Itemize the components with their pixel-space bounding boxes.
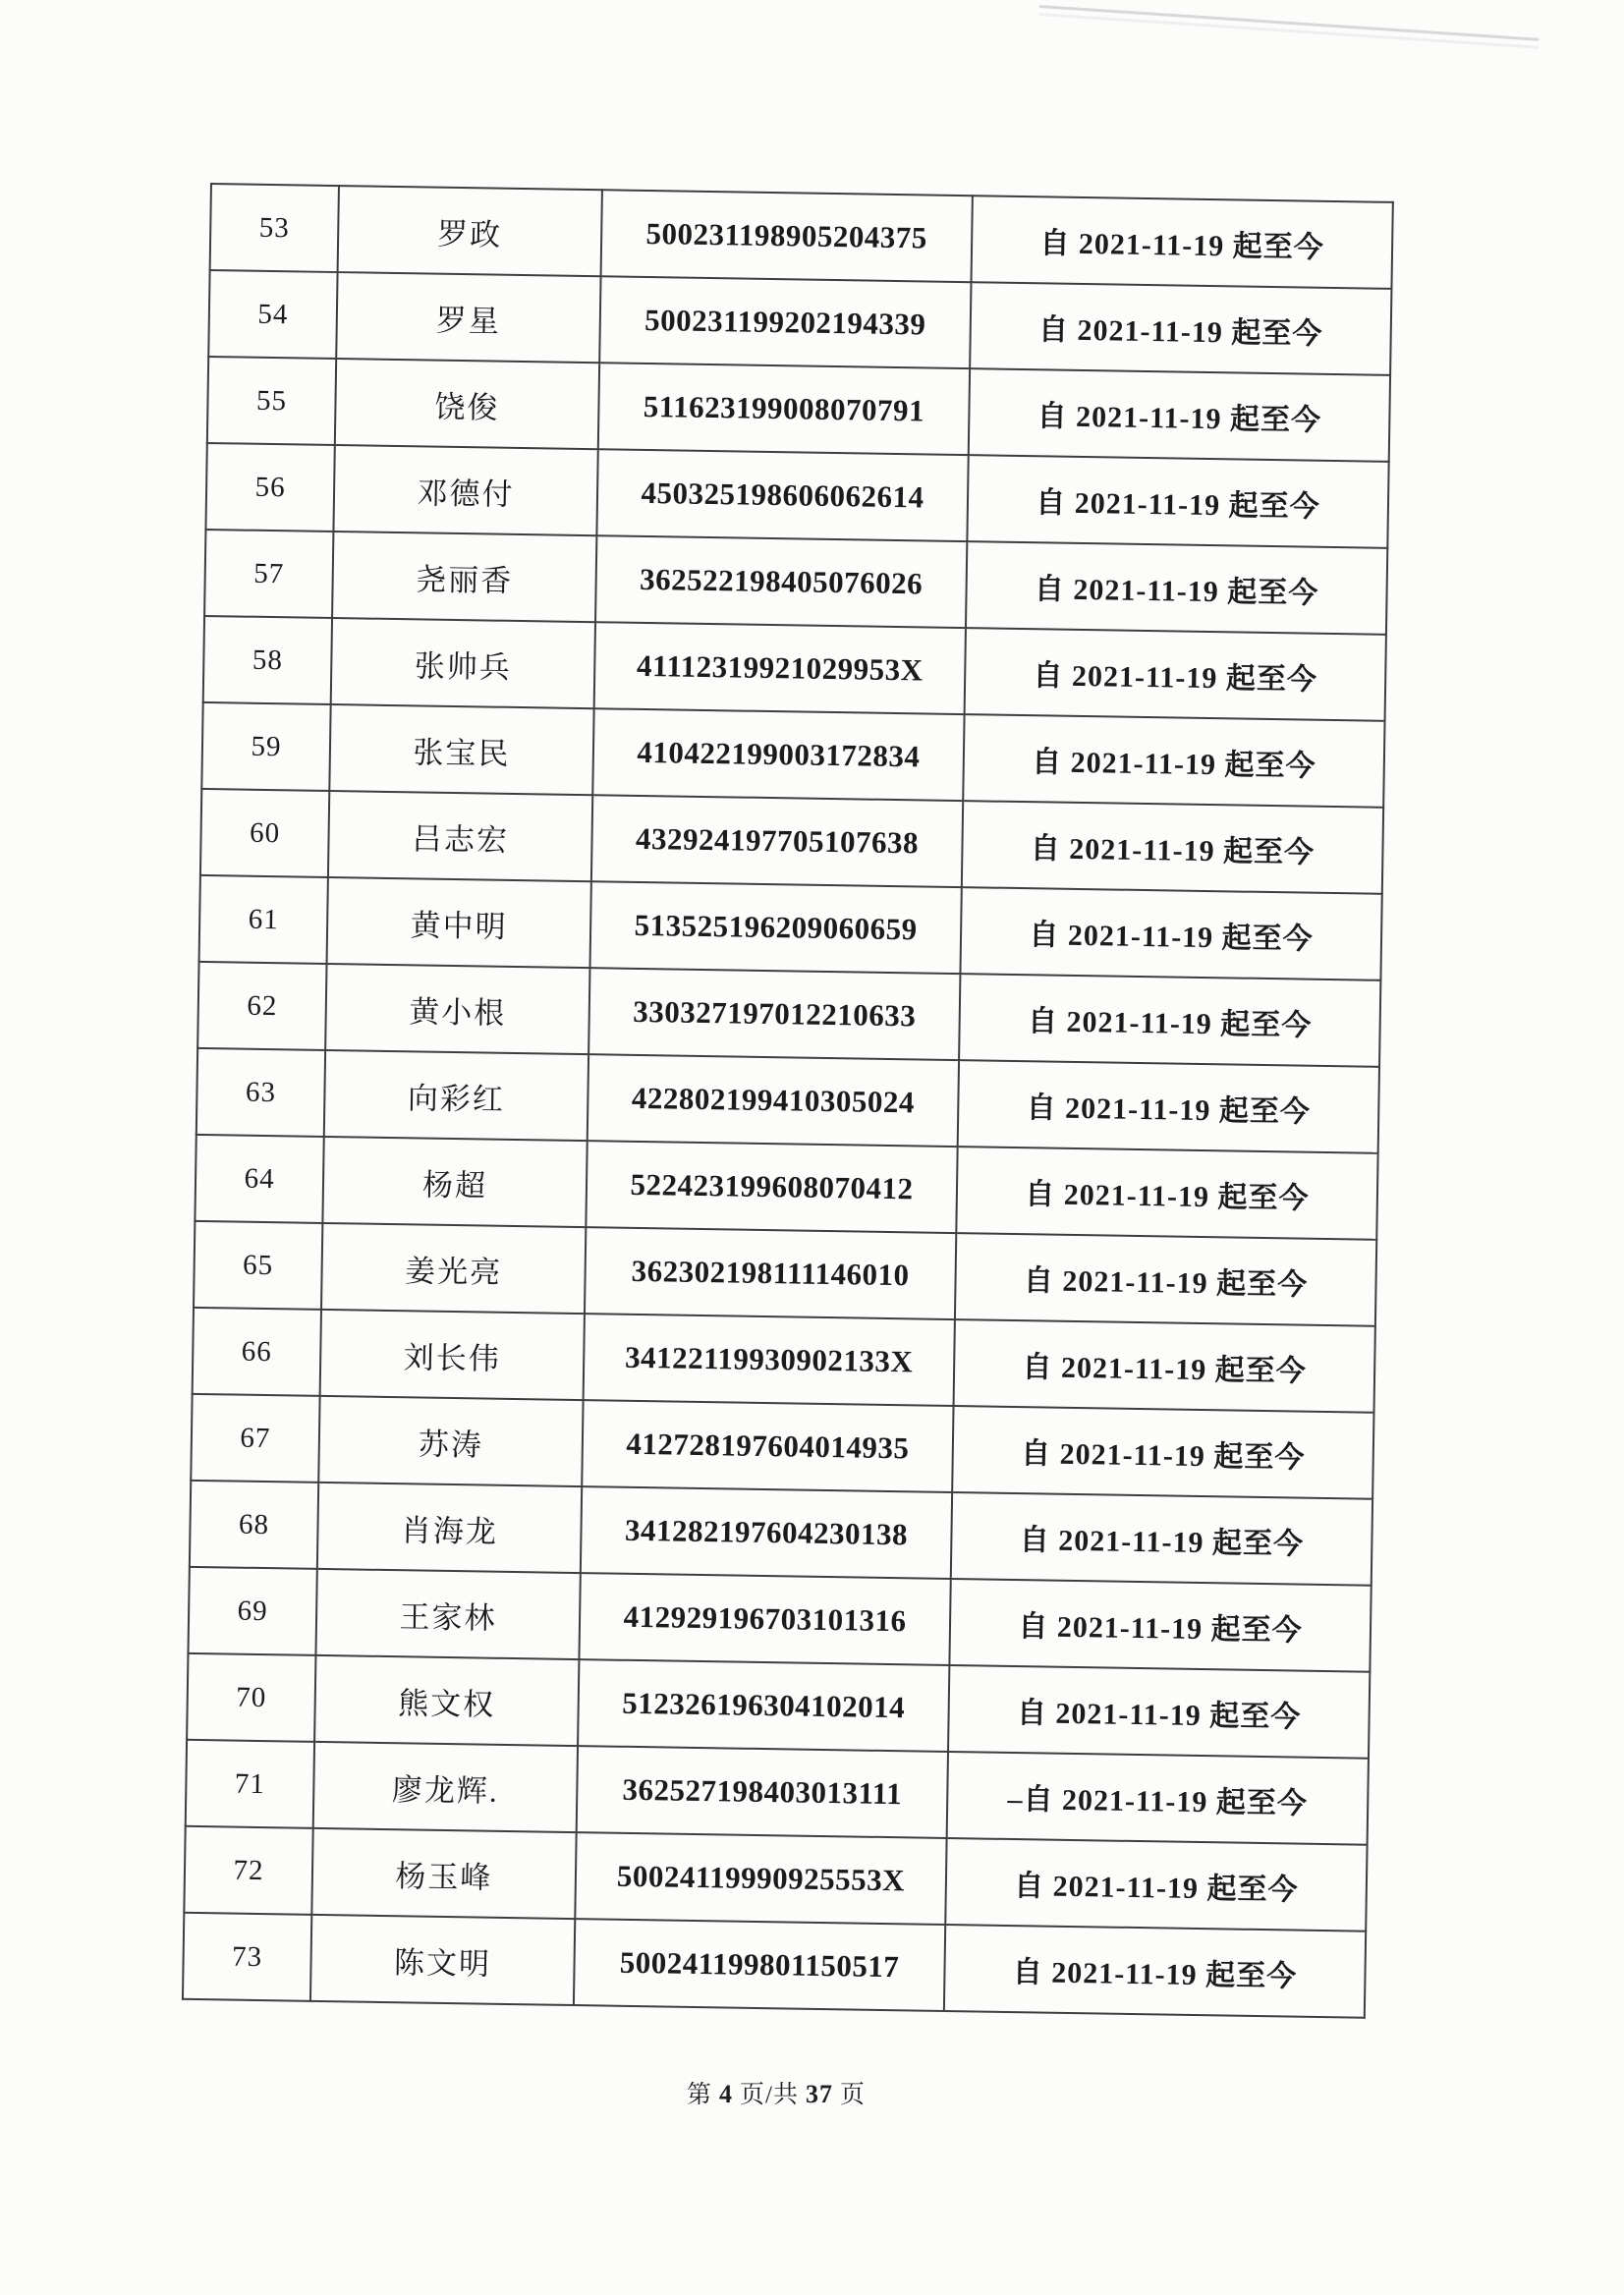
row-number-cell: 55 — [207, 357, 336, 445]
name-cell: 杨超 — [322, 1137, 587, 1227]
row-number-cell: 57 — [204, 530, 333, 618]
period-cell: 自 2021-11-19 起至今 — [969, 368, 1390, 462]
period-cell: 自 2021-11-19 起至今 — [952, 1406, 1373, 1499]
name-cell: 黄中明 — [327, 877, 591, 968]
scan-artifact-line — [1039, 5, 1540, 41]
period-cell: 自 2021-11-19 起至今 — [963, 714, 1384, 808]
footer-label-suffix: 页 — [839, 2082, 866, 2108]
name-cell: 肖海龙 — [317, 1483, 582, 1573]
id-number-cell: 432924197705107638 — [591, 795, 963, 887]
row-number-cell: 58 — [203, 616, 332, 704]
period-cell: 自 2021-11-19 起至今 — [945, 1838, 1367, 1931]
id-number-cell: 41112319921029953X — [594, 622, 966, 714]
period-cell: 自 2021-11-19 起至今 — [949, 1579, 1371, 1672]
row-number-cell: 66 — [193, 1308, 321, 1396]
row-number-cell: 59 — [201, 702, 330, 791]
period-cell: 自 2021-11-19 起至今 — [965, 628, 1386, 721]
period-cell: 自 2021-11-19 起至今 — [959, 974, 1380, 1067]
name-cell: 廖龙辉. — [313, 1742, 578, 1832]
footer-total-pages: 37 — [805, 2080, 833, 2108]
row-number-cell: 60 — [200, 789, 329, 877]
name-cell: 张宝民 — [329, 704, 593, 795]
row-number-cell: 62 — [197, 962, 326, 1050]
period-cell: 自 2021-11-19 起至今 — [944, 1925, 1366, 2018]
period-cell: 自 2021-11-19 起至今 — [972, 196, 1393, 289]
row-number-cell: 65 — [194, 1221, 322, 1310]
name-cell: 陈文明 — [310, 1915, 575, 2005]
row-number-cell: 72 — [184, 1826, 312, 1915]
name-cell: 王家林 — [315, 1569, 580, 1659]
roster-table-body — [183, 184, 1393, 2018]
id-number-cell: 34122119930902133X — [584, 1314, 955, 1406]
period-cell: 自 2021-11-19 起至今 — [960, 887, 1381, 980]
id-number-cell: 500241199801150517 — [574, 1919, 945, 2011]
period-cell: 自 2021-11-19 起至今 — [951, 1492, 1372, 1586]
row-number-cell: 64 — [195, 1135, 323, 1223]
period-cell: 自 2021-11-19 起至今 — [967, 455, 1388, 548]
period-cell: 自 2021-11-19 起至今 — [948, 1665, 1370, 1759]
row-number-cell: 70 — [187, 1653, 315, 1742]
row-number-cell: 61 — [199, 875, 328, 964]
page-footer — [0, 2075, 1552, 2110]
row-number-cell: 54 — [208, 270, 337, 359]
name-cell: 熊文权 — [314, 1655, 579, 1746]
name-cell: 罗星 — [336, 272, 600, 363]
id-number-cell: 512326196304102014 — [578, 1659, 949, 1752]
period-cell: 自 2021-11-19 起至今 — [956, 1147, 1377, 1240]
row-number-cell: 63 — [196, 1048, 325, 1137]
table-row — [183, 1913, 1366, 2018]
footer-label-middle: 页/共 — [740, 2082, 799, 2108]
name-cell: 张帅兵 — [331, 618, 595, 708]
name-cell: 罗政 — [338, 186, 602, 276]
id-number-cell: 341282197604230138 — [581, 1486, 952, 1579]
period-cell: 自 2021-11-19 起至今 — [970, 282, 1391, 375]
row-number-cell: 53 — [210, 184, 339, 272]
id-number-cell: 362527198403013111 — [577, 1746, 948, 1838]
name-cell: 向彩红 — [324, 1050, 588, 1141]
period-cell: 自 2021-11-19 起至今 — [962, 801, 1383, 894]
row-number-cell: 68 — [190, 1481, 318, 1569]
id-number-cell: 362522198405076026 — [595, 535, 967, 628]
id-number-cell: 362302198111146010 — [585, 1227, 956, 1319]
name-cell: 吕志宏 — [328, 791, 592, 881]
name-cell: 尧丽香 — [332, 532, 596, 622]
id-number-cell: 522423199608070412 — [586, 1141, 957, 1233]
period-cell: –自 2021-11-19 起至今 — [947, 1752, 1369, 1845]
id-number-cell: 511623199008070791 — [598, 363, 970, 455]
name-cell: 饶俊 — [335, 359, 599, 449]
name-cell: 黄小根 — [325, 964, 589, 1054]
id-number-cell: 410422199003172834 — [592, 708, 964, 801]
id-number-cell: 500231198905204375 — [601, 190, 973, 282]
id-number-cell: 450325198606062614 — [596, 449, 968, 541]
row-number-cell: 71 — [186, 1740, 314, 1828]
name-cell: 刘长伟 — [320, 1310, 585, 1400]
row-number-cell: 73 — [183, 1913, 311, 2001]
id-number-cell: 412728197604014935 — [582, 1400, 953, 1492]
row-number-cell: 56 — [205, 443, 334, 532]
id-number-cell: 513525196209060659 — [589, 881, 961, 974]
id-number-cell: 422802199410305024 — [588, 1054, 959, 1147]
footer-page-number: 4 — [719, 2080, 734, 2108]
id-number-cell: 412929196703101316 — [579, 1573, 950, 1665]
period-cell: 自 2021-11-19 起至今 — [955, 1233, 1376, 1326]
roster-table — [182, 183, 1394, 2019]
row-number-cell: 67 — [191, 1394, 319, 1483]
name-cell: 苏涛 — [318, 1396, 583, 1486]
row-number-cell: 69 — [188, 1567, 316, 1655]
period-cell: 自 2021-11-19 起至今 — [966, 541, 1387, 635]
footer-label-prefix: 第 — [687, 2082, 713, 2108]
period-cell: 自 2021-11-19 起至今 — [958, 1060, 1379, 1153]
id-number-cell: 50024119990925553X — [575, 1832, 946, 1925]
period-cell: 自 2021-11-19 起至今 — [954, 1319, 1375, 1413]
name-cell: 杨玉峰 — [311, 1828, 576, 1919]
id-number-cell: 500231199202194339 — [599, 276, 971, 368]
name-cell: 邓德付 — [333, 445, 597, 535]
roster-table-wrap — [182, 183, 1394, 2019]
id-number-cell: 330327197012210633 — [588, 968, 960, 1060]
name-cell: 姜光亮 — [321, 1223, 586, 1314]
